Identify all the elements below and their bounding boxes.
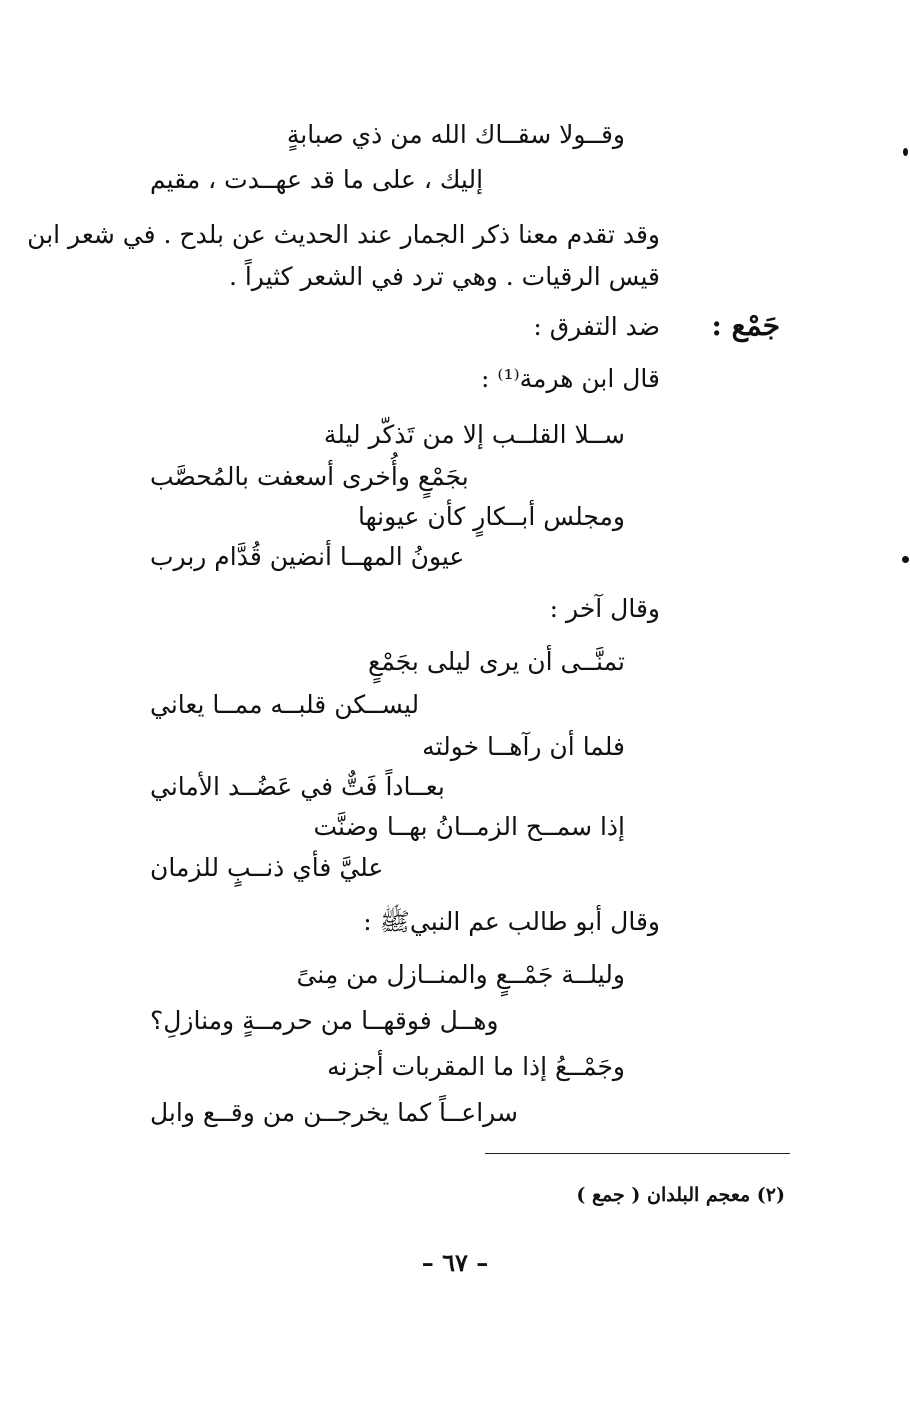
verse-line: ليســكن قلبــه ممــا يعاني <box>150 690 420 719</box>
verse-line: عليَّ فأي ذنــبٍ للزمان <box>150 853 384 882</box>
definition: ضد التفرق : <box>533 312 660 341</box>
verse-line: وهــل فوقهــا من حرمــةٍ ومنازلِ؟ <box>150 1006 499 1035</box>
footnote-rule <box>485 1153 790 1154</box>
attribution: وقال آخر : <box>549 594 660 623</box>
verse-line: سراعــاً كما يخرجــن من وقــع وابل <box>150 1098 518 1127</box>
verse-line: وليلــة جَمْــعٍ والمنــازل من مِنىً <box>296 960 625 989</box>
verse-line: إذا سمــح الزمــانُ بهــا وضنَّت <box>313 812 625 841</box>
attribution: وقال أبو طالب عم النبيﷺ : <box>363 907 660 936</box>
verse-line: عيونُ المهــا أنضين قُدَّام ربرب <box>150 542 465 571</box>
verse-line: وقــولا سقــاك الله من ذي صبابةٍ <box>286 120 625 149</box>
verse-line: بعــاداً فَتٌّ في عَضُــد الأماني <box>150 772 445 801</box>
page-number: – ٦٧ – <box>421 1248 489 1277</box>
scan-speck <box>903 148 908 156</box>
verse-line: فلما أن رآهــا خولته <box>422 732 625 761</box>
verse-line: تمنَّــى أن يرى ليلى بجَمْعٍ <box>368 647 625 676</box>
verse-line: إليك ، على ما قد عهــدت ، مقيم <box>150 165 484 194</box>
headword: جَمْع : <box>711 309 780 342</box>
prose-line: قيس الرقيات . وهي ترد في الشعر كثيراً . <box>228 262 660 291</box>
prose-line: وقد تقدم معنا ذكر الجمار عند الحديث عن بلدح . في شعر ابن <box>27 220 660 249</box>
attribution: قال ابن هرمة⁽¹⁾ : <box>480 364 660 393</box>
footnote: (٢) معجم البلدان ( جمع ) <box>576 1184 785 1206</box>
verse-line: ســلا القلــب إلا من تَذكّر ليلة <box>323 420 625 449</box>
scan-speck <box>902 556 909 563</box>
verse-line: ومجلس أبــكارٍ كأن عيونها <box>358 502 625 531</box>
verse-line: وجَمْــعُ إذا ما المقربات أجزنه <box>327 1052 625 1081</box>
verse-line: بجَمْعٍ وأُخرى أسعفت بالمُحصَّب <box>150 462 469 491</box>
